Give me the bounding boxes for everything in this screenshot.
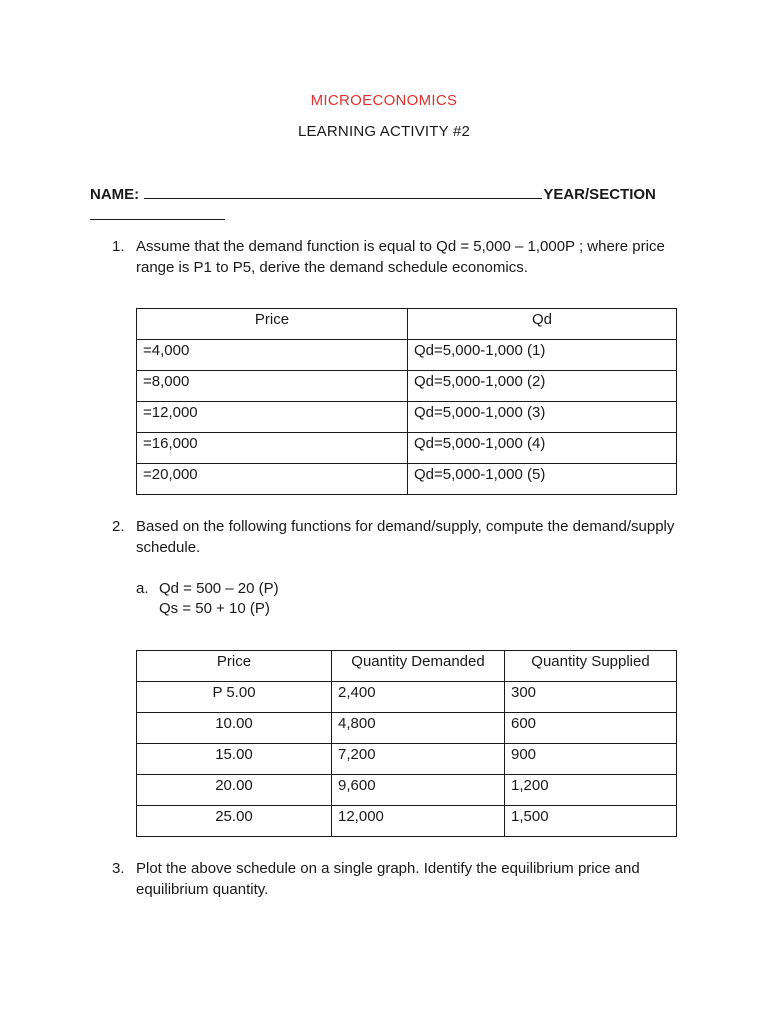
price-cell: =16,000 (137, 433, 408, 464)
question-2-text: Based on the following functions for demand/supply, compute the demand/supply schedule. (136, 518, 675, 556)
qd-cell: Qd=5,000-1,000 (1) (408, 340, 677, 371)
table-row (137, 340, 677, 371)
column-header-quantity-demanded: Quantity Demanded (332, 651, 505, 682)
year-section-blank[interactable] (90, 205, 225, 220)
price-cell: =8,000 (137, 371, 408, 402)
document-subtitle: LEARNING ACTIVITY #2 (297, 123, 471, 140)
question-1 (112, 236, 672, 278)
table-row (137, 775, 677, 806)
question-2a-label: a. (136, 580, 149, 597)
quantity-supplied-cell: 300 (505, 682, 677, 713)
question-3-text: Plot the above schedule on a single graph. Identify the equilibrium price and equilibrium quantity. (136, 860, 640, 898)
column-header-price: Price (137, 309, 408, 340)
question-2a (136, 579, 436, 619)
quantity-supplied-cell: 1,200 (505, 775, 677, 806)
price-cell: 25.00 (137, 806, 332, 837)
qd-cell: Qd=5,000-1,000 (4) (408, 433, 677, 464)
table-row (137, 402, 677, 433)
quantity-demanded-cell: 2,400 (332, 682, 505, 713)
supply-equation: Qs = 50 + 10 (P) (159, 600, 270, 617)
quantity-demanded-cell: 9,600 (332, 775, 505, 806)
price-cell: 20.00 (137, 775, 332, 806)
qd-cell: Qd=5,000-1,000 (5) (408, 464, 677, 495)
name-blank[interactable] (144, 184, 542, 199)
quantity-demanded-cell: 7,200 (332, 744, 505, 775)
document-title: MICROECONOMICS (310, 92, 458, 109)
table-row (137, 682, 677, 713)
question-1-text: Assume that the demand function is equal to Qd = 5,000 – 1,000P ; where price range is P1 to P5, derive the demand schedule economics. (136, 238, 665, 276)
qd-cell: Qd=5,000-1,000 (3) (408, 402, 677, 433)
table-row (137, 433, 677, 464)
quantity-supplied-cell: 600 (505, 713, 677, 744)
table-row (137, 806, 677, 837)
question-2 (112, 516, 675, 558)
table-row (137, 371, 677, 402)
price-cell: 10.00 (137, 713, 332, 744)
column-header-price: Price (137, 651, 332, 682)
quantity-supplied-cell: 900 (505, 744, 677, 775)
year-section-label: YEAR/SECTION (543, 186, 656, 203)
price-cell: P 5.00 (137, 682, 332, 713)
table-header-row (137, 309, 677, 340)
price-cell: 15.00 (137, 744, 332, 775)
column-header-qd: Qd (408, 309, 677, 340)
question-3-number: 3. (112, 860, 125, 877)
column-header-quantity-supplied: Quantity Supplied (505, 651, 677, 682)
supply-demand-schedule-table (136, 650, 677, 837)
table-row (137, 464, 677, 495)
question-1-number: 1. (112, 238, 125, 255)
quantity-demanded-cell: 4,800 (332, 713, 505, 744)
quantity-demanded-cell: 12,000 (332, 806, 505, 837)
price-cell: =4,000 (137, 340, 408, 371)
price-cell: =12,000 (137, 402, 408, 433)
table-row (137, 744, 677, 775)
price-cell: =20,000 (137, 464, 408, 495)
table-row (137, 713, 677, 744)
question-3 (112, 858, 672, 900)
demand-schedule-table (136, 308, 677, 495)
name-label: NAME: (90, 186, 140, 203)
name-field-line (90, 184, 690, 203)
demand-equation: Qd = 500 – 20 (P) (159, 580, 279, 597)
quantity-supplied-cell: 1,500 (505, 806, 677, 837)
question-2-number: 2. (112, 518, 125, 535)
qd-cell: Qd=5,000-1,000 (2) (408, 371, 677, 402)
table-header-row (137, 651, 677, 682)
